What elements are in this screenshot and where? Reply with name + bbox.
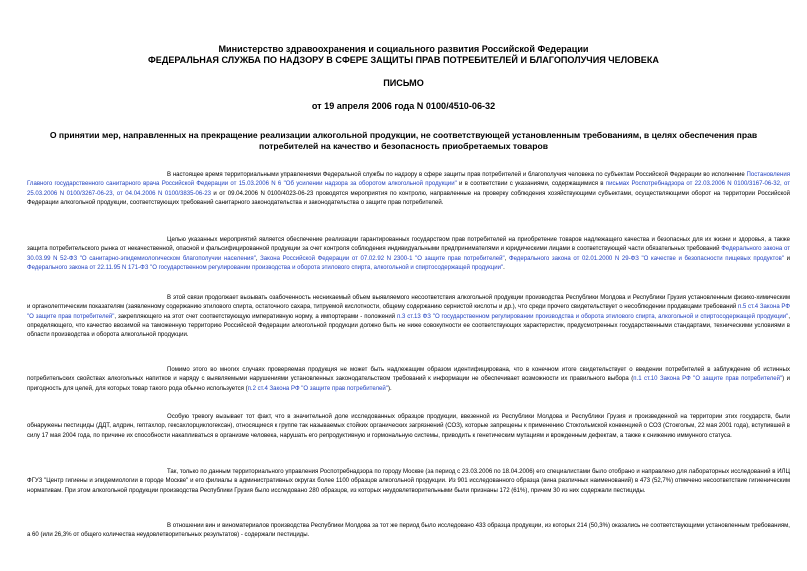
paragraph-text: В этой связи продолжает вызывать озабоченность несникаемый объем выявляемого несоответствия алкогольной продукции производства Республики Молдова и Республики Грузия установленным физико-химическим и органолептическим показателям (заявленному содержанию этилового спирта, остаточного сахара, титруемой кислотности, общему содержанию сернистой кислоты и др.), что среди прочего свидетельствует о несоблюдении продавцами требований xyxy=(27,295,790,311)
doc-date-number: от 19 апреля 2006 года N 0100/4510-06-32 xyxy=(311,101,496,111)
legal-reference-link[interactable]: Закона Российской Федерации от 07.02.92 N 2300-1 "О защите прав потребителей" xyxy=(260,255,505,262)
doc-type: ПИСЬМО xyxy=(383,78,424,88)
paragraph-text: Особую тревогу вызывает тот факт, что в значительной доле исследованных образцов продукции, ввезенной из Республики Молдова и Республики Грузия и произведенной на территории этих государств, были обнаружены пестициды (ДДТ, алдрин, гептахлор, гексахлорциклогексан), относящиеся к группе так называемых стойких органических загрязнений (СОЗ), которые запрещены к применению Стокгольмской конвенцией о СОЗ (Стокгольм, 22 мая 2001 года), вступившей в силу 17 мая 2004 года, по причине их способности накапливаться в организме человека, нарушать его репродуктивную и гормональную системы, приводить к генетическим мутациям и врожденным дефектам, а также к снижению иммунного статуса. xyxy=(27,414,790,439)
doc-title-line-1: О принятии мер, направленных на прекращение реализации алкогольной продукции, не соответствующей установленным требованиям, в целях обеспечения прав xyxy=(49,130,758,140)
legal-reference-link[interactable]: п.5 ст.4 Закона РФ "О защите прав потребителей" xyxy=(27,304,790,320)
legal-reference-link[interactable]: письмах Роспотребнадзора от 22.03.2006 N 0100/3167-06-32, от 25.03.2006 N 0100/3267-06-23, от 04.04.2006 N 0100/3835-06-23 xyxy=(27,181,790,197)
legal-reference-link[interactable]: п.2 ст.4 Закона РФ "О защите прав потребителей" xyxy=(247,385,388,392)
paragraph-text: В настоящее время территориальными управлениями Федеральной службы по надзору в сфере защиты прав потребителей и благополучия человека по субъектам Российской Федерации во исполнение xyxy=(167,172,747,178)
paragraph xyxy=(27,294,790,341)
legal-reference-link[interactable]: п.3 ст.13 ФЗ "О государственном регулировании производства и оборота этилового спирта, алкогольной и спиртосодержащей продукции" xyxy=(397,313,789,320)
paragraph-text: Так, только по данным территориального управления Роспотребнадзора по городу Москве (за период с 23.03.2006 по 18.04.2006) его специалистами было отобрано и направлено для лабораторных исследований в ИЛЦ ФГУЗ "Центр гигиены и эпидемиологии в городе Москве" и его филиалы в административных округах более 1100 образцов алкогольной продукции. Из 901 исследованного образца (вина различных наименований) в 473 (52,7%) отмечено несоответствие гигиеническим нормативам. При этом алкогольной продукции производства Республики Грузия было исследовано 280 образцов, из которых неудовлетворительными были признаны 172 (61%), причем 30 из них содержали пестициды. xyxy=(27,469,790,494)
service-name: ФЕДЕРАЛЬНАЯ СЛУЖБА ПО НАДЗОРУ В СФЕРЕ ЗАЩИТЫ ПРАВ ПОТРЕБИТЕЛЕЙ И БЛАГОПОЛУЧИЯ ЧЕЛОВЕКА xyxy=(148,55,659,65)
doc-title-line-2: потребителей на качество и безопасность приобретаемых товаров xyxy=(259,141,548,151)
ministry-name: Министерство здравоохранения и социального развития Российской Федерации xyxy=(218,44,589,54)
legal-reference-link[interactable]: п.1 ст.10 Закона РФ "О защите прав потребителей" xyxy=(633,376,783,383)
paragraph-text: Помимо этого во многих случаях проверяемая продукция не может быть надлежащим образом идентифицирована, что в конечном итоге свидетельствует о введении потребителей в заблуждение об истинных потребительских свойствах алкогольных напитков и наряду с выявляемыми нарушениями установленных законодательством требований к информации не обеспечивает возможности их правильного выбора ( xyxy=(27,367,790,383)
legal-reference-link[interactable]: Федерального закона от 22.11.95 N 171-ФЗ "О государственном регулировании производства и оборота этилового спирта, алкогольной и спиртосодержащей продукции" xyxy=(27,265,504,272)
paragraph-text: , xyxy=(255,255,261,262)
legal-reference-link[interactable]: Федерального закона от 02.01.2000 N 29-ФЗ "О качестве и безопасности пищевых продуктов" xyxy=(508,255,784,262)
paragraph xyxy=(27,236,790,273)
paragraph-text: и в соответствии с указаниями, содержащимися в xyxy=(456,181,606,188)
paragraph xyxy=(27,468,790,496)
paragraph-text: Целью указанных мероприятий является обеспечение реализации гарантированных государством прав потребителей на приобретение товаров надлежащего качества и безопасных для их жизни и здоровья, а также защита потребительского рынка от некачественной, опасной и фальсифицированной продукции за счет контроля соблюдения индивидуальными предпринимателями и юридическими лицами в соответствующей части обязательных требований xyxy=(27,237,790,253)
legal-reference-link[interactable]: Постановления Главного государственного санитарного врача Российской Федерации от 15.03.2006 N 6 "Об усилении надзора за оборотом алкогольной продукции" xyxy=(27,172,790,188)
paragraph xyxy=(27,522,790,541)
paragraph-text: и xyxy=(783,255,790,262)
paragraph-text: ). xyxy=(387,385,392,392)
paragraph xyxy=(27,366,790,394)
paragraph-text: и от 09.04.2006 N 0100/4023-06-23 проводятся мероприятия по контролю, направленные на проверку соблюдения хозяйствующими субъектами, осуществляющими оборот на территории Российской Федерации алкогольной продукции, соответствующих требований санитарного законодательства и законодательства о защите прав потребителей. xyxy=(27,190,790,207)
paragraph-text: , xyxy=(504,255,509,262)
paragraph xyxy=(27,413,790,441)
paragraph-text: ) и пригодность для целей, для которых товар такого рода обычно используется ( xyxy=(27,376,790,392)
paragraph-text: В отношении вин и виноматериалов производства Республики Молдова за тот же период было исследовано 433 образца продукции, из которых 214 (50,3%) оказались не соответствующими установленным требованиям, а 60 (или 26,3% от общего количества неудовлетворительных результатов) - содержали пестициды. xyxy=(27,523,790,539)
paragraph-text: , закрепляющего на этот счет соответствующую императивную норму, а импортерами - положений xyxy=(114,313,397,320)
legal-reference-link[interactable]: Федерального закона от 30.03.99 N 52-ФЗ "О санитарно-эпидемиологическом благополучии населения" xyxy=(27,246,790,262)
paragraph xyxy=(27,171,790,208)
paragraph-text: , определяющего, что качество ввозимой на таможенную территорию Российской Федерации алкогольной продукции должно быть не ниже совокупности ее соответствующих характеристик, предусмотренных государственными стандартами, техническими условиями в области производства и оборота алкогольной продукции. xyxy=(27,313,791,339)
paragraph-text: . xyxy=(503,265,505,272)
